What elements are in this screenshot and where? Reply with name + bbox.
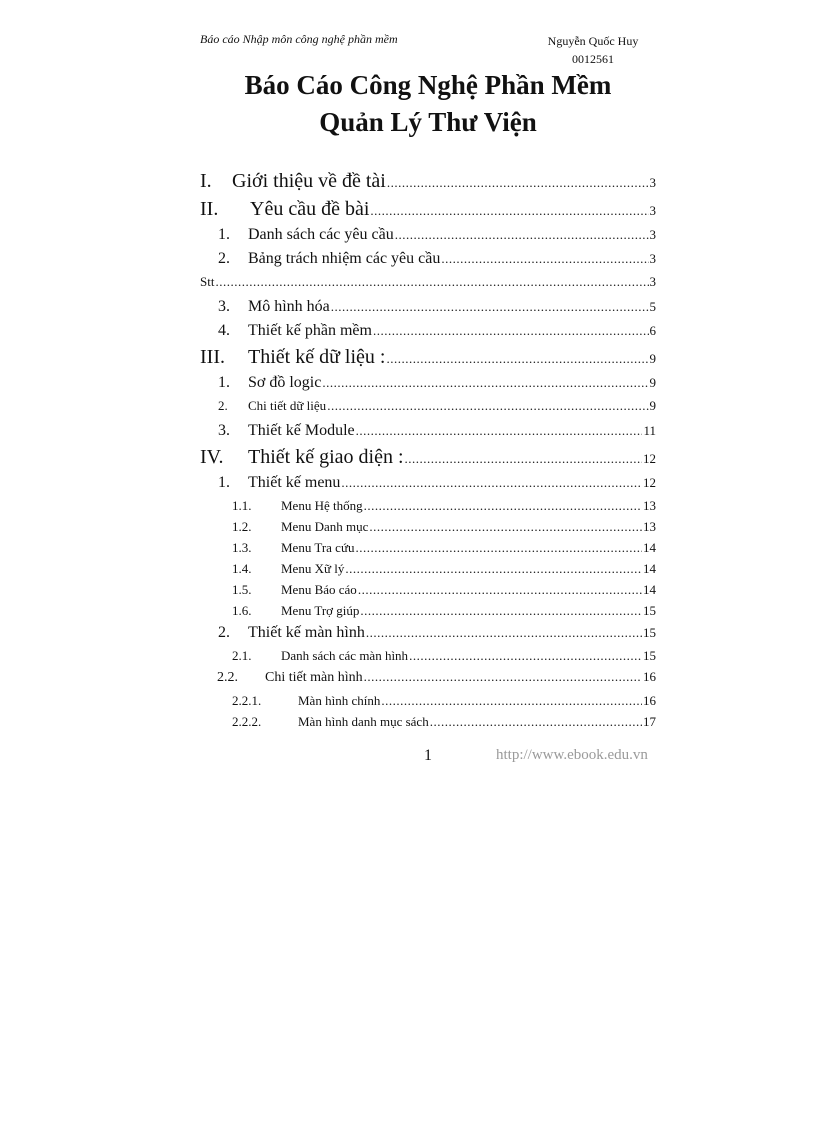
toc-entry[interactable] xyxy=(200,274,656,298)
toc-entry[interactable] xyxy=(200,374,656,398)
toc-number: 1.4. xyxy=(232,561,252,576)
toc-number: 2.2. xyxy=(217,670,238,685)
table-of-contents xyxy=(200,170,656,735)
toc-entry[interactable] xyxy=(200,346,656,374)
toc-page-number: 11 xyxy=(643,423,656,438)
toc-leader-dots xyxy=(387,175,649,191)
toc-leader-dots xyxy=(215,274,648,290)
toc-number: 1.1. xyxy=(232,498,252,513)
toc-entry[interactable] xyxy=(200,446,656,474)
toc-label: Menu Tra cứu xyxy=(281,540,355,555)
toc-page-number: 16 xyxy=(643,693,656,708)
toc-leader-dots xyxy=(386,351,648,367)
toc-page-number: 5 xyxy=(649,299,656,314)
toc-label: Thiết kế Module xyxy=(248,422,355,439)
toc-entry[interactable] xyxy=(200,250,656,274)
toc-page-number: 3 xyxy=(649,227,656,242)
toc-entry[interactable] xyxy=(200,422,656,446)
toc-entry[interactable] xyxy=(200,298,656,322)
toc-number: II. xyxy=(200,198,219,220)
toc-leader-dots xyxy=(370,203,648,219)
toc-leader-dots xyxy=(395,227,649,243)
toc-leader-dots xyxy=(364,669,642,685)
toc-number: 3. xyxy=(218,298,230,315)
toc-label: Thiết kế giao diện : xyxy=(248,446,404,468)
toc-page-number: 3 xyxy=(649,203,656,218)
toc-page-number: 12 xyxy=(643,451,656,466)
page-number: 1 xyxy=(424,747,432,764)
toc-label: Menu Hệ thống xyxy=(281,498,363,513)
toc-entry[interactable] xyxy=(200,561,656,582)
toc-number: 2.1. xyxy=(232,648,252,663)
footer-url: http://www.ebook.edu.vn xyxy=(496,747,648,763)
toc-number: III. xyxy=(200,346,225,368)
toc-label: Bảng trách nhiệm các yêu cầu xyxy=(248,250,441,267)
toc-label: Menu Danh mục xyxy=(281,519,369,534)
running-header-title: Báo cáo Nhập môn công nghệ phần mềm xyxy=(200,32,398,46)
toc-number: 2. xyxy=(218,250,230,267)
toc-entry[interactable] xyxy=(200,322,656,346)
toc-leader-dots xyxy=(441,251,648,267)
toc-label: Thiết kế màn hình xyxy=(248,624,365,641)
toc-leader-dots xyxy=(364,498,642,514)
toc-leader-dots xyxy=(341,475,642,491)
toc-label: Giới thiệu về đề tài xyxy=(232,170,386,192)
toc-page-number: 9 xyxy=(649,351,656,366)
toc-leader-dots xyxy=(322,375,648,391)
toc-page-number: 9 xyxy=(649,398,656,413)
toc-leader-dots xyxy=(358,582,642,598)
toc-leader-dots xyxy=(331,299,649,315)
toc-label: Danh sách các yêu cầu xyxy=(248,226,394,243)
toc-entry[interactable] xyxy=(200,714,656,735)
toc-leader-dots xyxy=(327,398,648,414)
toc-page-number: 14 xyxy=(643,540,656,555)
toc-number: 1. xyxy=(218,226,230,243)
toc-label: Thiết kế dữ liệu : xyxy=(248,346,386,368)
toc-page-number: 3 xyxy=(649,251,656,266)
toc-entry[interactable] xyxy=(200,474,656,498)
toc-leader-dots xyxy=(409,648,642,664)
toc-label: Menu Xữ lý xyxy=(281,561,345,576)
toc-entry[interactable] xyxy=(200,226,656,250)
toc-leader-dots xyxy=(345,561,642,577)
toc-entry[interactable] xyxy=(200,398,656,422)
toc-label: Thiết kế menu xyxy=(248,474,341,491)
toc-label: Menu Báo cáo xyxy=(281,582,357,597)
toc-label: Màn hình chính xyxy=(298,693,381,708)
toc-label: Mô hình hóa xyxy=(248,298,330,315)
toc-page-number: 9 xyxy=(649,375,656,390)
toc-page-number: 13 xyxy=(643,498,656,513)
toc-page-number: 12 xyxy=(643,475,656,490)
toc-page-number: 17 xyxy=(643,714,656,729)
running-header-author-block xyxy=(520,32,666,68)
toc-entry[interactable] xyxy=(200,540,656,561)
toc-page-number: 15 xyxy=(643,625,656,640)
toc-number: 1.2. xyxy=(232,519,252,534)
toc-leader-dots xyxy=(381,693,642,709)
toc-label: Yêu cầu đề bài xyxy=(250,198,370,220)
toc-entry[interactable] xyxy=(200,669,656,693)
toc-number: 1.6. xyxy=(232,603,252,618)
toc-page-number: 15 xyxy=(643,603,656,618)
toc-leader-dots xyxy=(373,323,649,339)
toc-page-number: 14 xyxy=(643,561,656,576)
toc-number: 2. xyxy=(218,398,228,413)
toc-entry[interactable] xyxy=(200,498,656,519)
toc-page-number: 14 xyxy=(643,582,656,597)
toc-leader-dots xyxy=(366,625,642,641)
toc-label: Chi tiết dữ liệu xyxy=(248,398,327,413)
toc-page-number: 3 xyxy=(649,175,656,190)
toc-entry[interactable] xyxy=(200,624,656,648)
toc-number: IV. xyxy=(200,446,224,468)
toc-entry[interactable] xyxy=(200,198,656,226)
toc-number: 2.2.2. xyxy=(232,714,262,729)
toc-label: Sơ đồ logic xyxy=(248,374,322,391)
toc-number: 1.5. xyxy=(232,582,252,597)
toc-leader-dots xyxy=(430,714,642,730)
toc-page-number: 3 xyxy=(649,274,656,289)
toc-label: Thiết kế phần mềm xyxy=(248,322,372,339)
toc-label: Menu Trợ giúp xyxy=(281,603,360,618)
toc-label: Màn hình danh mục sách xyxy=(298,714,429,729)
toc-page-number: 15 xyxy=(643,648,656,663)
toc-leader-dots xyxy=(369,519,642,535)
document-title-line-1: Báo Cáo Công Nghệ Phần Mềm xyxy=(244,70,612,100)
toc-label: Danh sách các màn hình xyxy=(281,648,409,663)
toc-page-number: 6 xyxy=(649,323,656,338)
toc-number: 1.3. xyxy=(232,540,252,555)
toc-label: Stt xyxy=(200,274,215,289)
toc-page-number: 13 xyxy=(643,519,656,534)
toc-entry[interactable] xyxy=(200,519,656,540)
toc-entry[interactable] xyxy=(200,693,656,714)
toc-number: 4. xyxy=(218,322,230,339)
toc-label: Chi tiết màn hình xyxy=(265,670,363,685)
document-title-line-2: Quản Lý Thư Viện xyxy=(319,107,537,137)
toc-leader-dots xyxy=(405,451,642,467)
toc-entry[interactable] xyxy=(200,582,656,603)
toc-number: 1. xyxy=(218,474,230,491)
toc-entry[interactable] xyxy=(200,170,656,198)
toc-number: 2. xyxy=(218,624,230,641)
toc-number: 1. xyxy=(218,374,230,391)
toc-number: 3. xyxy=(218,422,230,439)
toc-leader-dots xyxy=(360,603,642,619)
author-name: Nguyễn Quốc Huy xyxy=(547,34,639,48)
student-id: 0012561 xyxy=(572,52,614,66)
toc-entry[interactable] xyxy=(200,648,656,669)
toc-entry[interactable] xyxy=(200,603,656,624)
toc-number: 2.2.1. xyxy=(232,693,262,708)
toc-leader-dots xyxy=(356,540,643,556)
toc-leader-dots xyxy=(356,423,643,439)
toc-page-number: 16 xyxy=(643,669,656,684)
toc-number: I. xyxy=(200,170,212,192)
